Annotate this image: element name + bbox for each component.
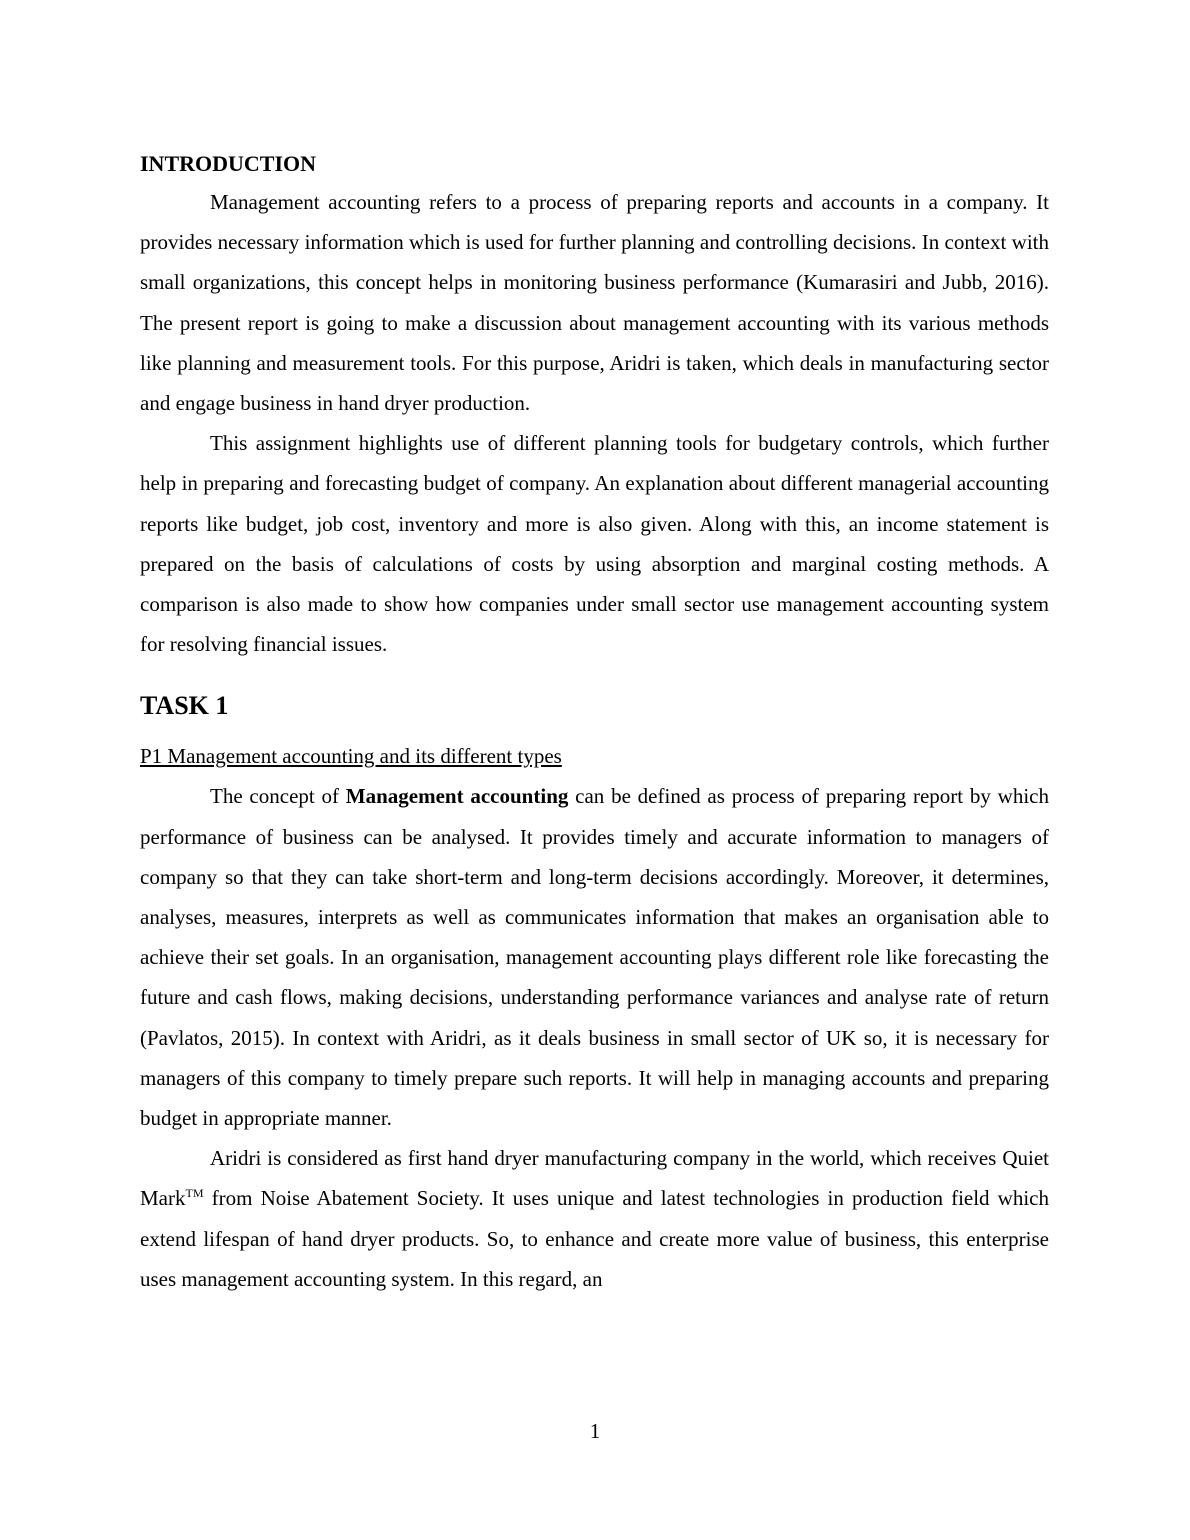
- p2-text-start: Aridri is considered as first hand dryer manufacturing company in the world, which receives Quiet Mark: [140, 1146, 1049, 1211]
- task-1-heading: TASK 1: [140, 691, 229, 721]
- p2-text-rest: from Noise Abatement Society. It uses unique and latest technologies in production field which extend lifespan of hand dryer products. So, to enhance and create more value of business, this enterprise uses management accounting system. In this regard, an: [140, 1186, 1050, 1291]
- p1-text-start: The concept of: [210, 784, 339, 809]
- page-number: 1: [589, 1419, 601, 1443]
- task-1-paragraph-1: [140, 776, 1049, 1138]
- management-accounting-term: Management accounting: [345, 784, 569, 809]
- document-page: [140, 146, 1049, 1299]
- introduction-paragraph-2: This assignment highlights use of different planning tools for budgetary controls, which further help in preparing and forecasting budget of company. An explanation about different managerial accounting reports like budget, job cost, inventory and more is also given. Along with this, an income statement is prepared on the basis of calculations of costs by using absorption and marginal costing methods. A comparison is also made to show how companies under small sector use management accounting system for resolving financial issues.: [140, 431, 1049, 657]
- introduction-heading: INTRODUCTION: [140, 151, 317, 176]
- p1-subheading: P1 Management accounting and its different types: [140, 744, 562, 769]
- task-1-paragraph-2: [140, 1138, 1049, 1299]
- p1-text-rest: can be defined as process of preparing report by which performance of business can be analysed. It provides timely and accurate information to managers of company so that they can take short-term and long-term decisions accordingly. Moreover, it determines, analyses, measures, interprets as well as communicates information that makes an organisation able to achieve their set goals. In an organisation, management accounting plays different role like forecasting the future and cash flows, making decisions, understanding performance variances and analyse rate of return (Pavlatos, 2015). In context with Aridri, as it deals business in small sector of UK so, it is necessary for managers of this company to timely prepare such reports. It will help in managing accounts and preparing budget in appropriate manner.: [140, 784, 1049, 1131]
- introduction-paragraph-1: Management accounting refers to a process of preparing reports and accounts in a company. It provides necessary information which is used for further planning and controlling decisions. In context with small organizations, this concept helps in monitoring business performance (Kumarasiri and Jubb, 2016). The present report is going to make a discussion about management accounting with its various methods like planning and measurement tools. For this purpose, Aridri is taken, which deals in manufacturing sector and engage business in hand dryer production.: [140, 190, 1049, 416]
- trademark-superscript: TM: [185, 1186, 204, 1201]
